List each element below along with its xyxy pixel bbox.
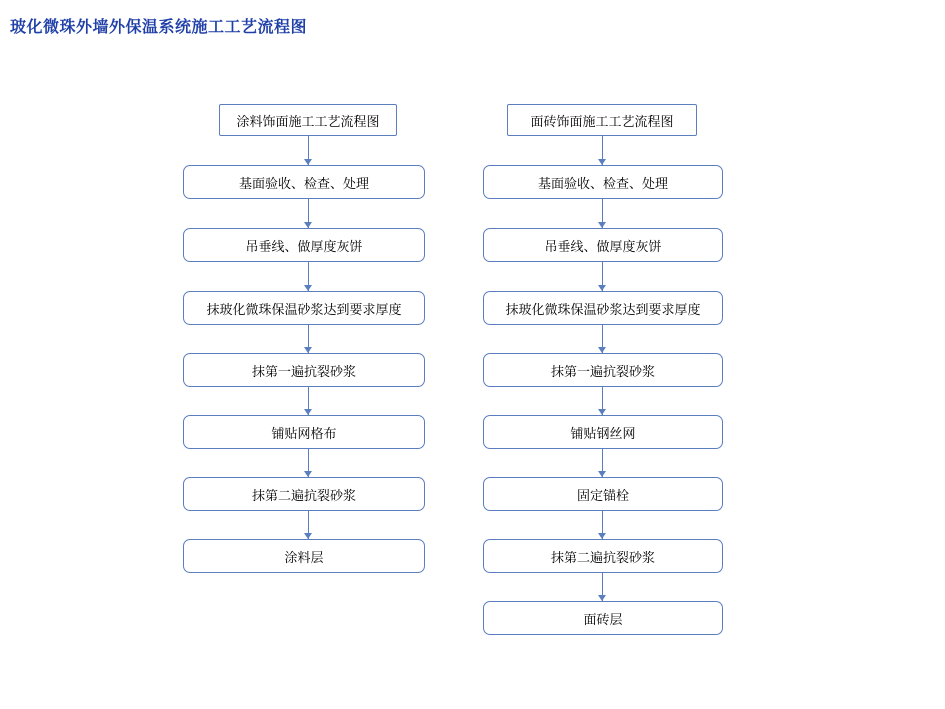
- flow-node[interactable]: 固定锚栓: [483, 477, 723, 511]
- flow-node[interactable]: 基面验收、检查、处理: [483, 165, 723, 199]
- flow-node[interactable]: 抹第一遍抗裂砂浆: [483, 353, 723, 387]
- flow-header-coating-finish: 涂料饰面施工工艺流程图: [219, 104, 397, 136]
- flow-node[interactable]: 吊垂线、做厚度灰饼: [483, 228, 723, 262]
- flow-node[interactable]: 基面验收、检查、处理: [183, 165, 425, 199]
- flow-node[interactable]: 抹第二遍抗裂砂浆: [183, 477, 425, 511]
- flow-node[interactable]: 铺贴钢丝网: [483, 415, 723, 449]
- page-title: 玻化微珠外墙外保温系统施工工艺流程图: [10, 17, 308, 36]
- flow-node[interactable]: 面砖层: [483, 601, 723, 635]
- flow-header-tile-finish: 面砖饰面施工工艺流程图: [507, 104, 697, 136]
- flow-node[interactable]: 吊垂线、做厚度灰饼: [183, 228, 425, 262]
- flow-node[interactable]: 抹第二遍抗裂砂浆: [483, 539, 723, 573]
- flow-node[interactable]: 抹玻化微珠保温砂浆达到要求厚度: [483, 291, 723, 325]
- flow-node[interactable]: 涂料层: [183, 539, 425, 573]
- flow-node[interactable]: 铺贴网格布: [183, 415, 425, 449]
- flow-node[interactable]: 抹第一遍抗裂砂浆: [183, 353, 425, 387]
- flow-node[interactable]: 抹玻化微珠保温砂浆达到要求厚度: [183, 291, 425, 325]
